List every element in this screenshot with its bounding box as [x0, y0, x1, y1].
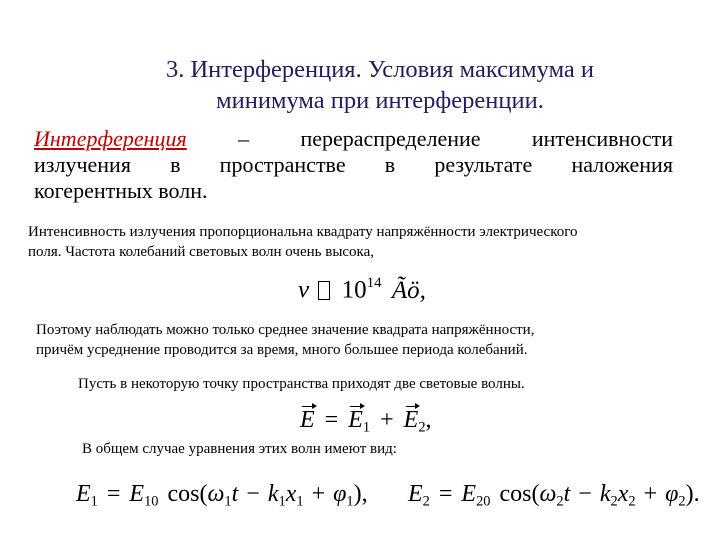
eq1-omega-sub: 1 — [224, 493, 232, 510]
frequency-unit: Ãö, — [391, 276, 426, 304]
eq2-t: t — [563, 481, 571, 507]
definition-line-1 — [34, 126, 673, 152]
eq2-k: k — [599, 481, 611, 507]
eq1-phi-sub: 1 — [346, 493, 354, 510]
wave-equation-2 — [408, 482, 700, 509]
eq1-k-sub: 1 — [278, 493, 286, 510]
eq1-amplitude-sub: 10 — [144, 493, 159, 510]
eq1-omega: ω — [207, 481, 225, 507]
vector-e-total: E — [300, 407, 315, 433]
equals-sign: = — [324, 407, 339, 433]
eq2-amplitude: E — [461, 481, 477, 507]
definition-term: Интерференция — [34, 126, 187, 151]
eq2-e: E — [408, 481, 423, 507]
eq1-plus: + — [311, 481, 326, 507]
eq2-minus: − — [578, 481, 592, 507]
eq2-equals: = — [438, 481, 453, 507]
eq2-phi: φ — [665, 481, 679, 507]
eq1-x-sub: 1 — [296, 493, 304, 510]
definition-word: перераспределение — [300, 126, 481, 151]
definition-word: в — [384, 152, 396, 177]
intensity-line-1 — [28, 222, 685, 242]
definition-word: результате — [434, 152, 533, 177]
definition-word: в — [170, 152, 181, 177]
definition-word: излучения — [34, 152, 131, 177]
eq2-x-sub: 2 — [628, 493, 636, 510]
superposition-equation — [300, 408, 432, 435]
average-line-1: Поэтому наблюдать можно только среднее значение квадрата напряжённости, — [36, 322, 535, 338]
average-paragraph — [36, 320, 676, 360]
intensity-paragraph — [28, 222, 685, 262]
definition-line-3: когерентных волн. — [34, 178, 208, 203]
eq1-phi: φ — [333, 481, 347, 507]
eq2-close: ). — [685, 481, 700, 507]
definition-word: наложения — [571, 152, 673, 177]
power-base: 10 — [341, 276, 367, 304]
wave-equation-1 — [76, 482, 368, 509]
eq2-phi-sub: 2 — [678, 493, 686, 510]
approx-symbol-box — [318, 281, 330, 300]
intensity-line-2: поля. Частота колебаний световых волн очень высока, — [28, 244, 375, 260]
eq1-close: ), — [353, 481, 368, 507]
two-waves-sentence: Пусть в некоторую точку пространства приходят две световые волны. — [78, 376, 525, 392]
eq2-e-sub: 2 — [422, 493, 430, 510]
vector-e-2-subscript: 2 — [418, 419, 426, 436]
eq1-e-sub: 1 — [90, 493, 98, 510]
slide-title — [120, 54, 640, 116]
definition-word: – — [238, 126, 250, 151]
slide-title-line-2: минимума при интерференции. — [216, 87, 544, 114]
eq1-cos: cos( — [167, 481, 208, 507]
intensity-line-1-text: Интенсивность излучения пропорциональна квадрату напряжённости электрического — [28, 224, 578, 240]
definition-word: интенсивности — [531, 126, 673, 151]
slide-title-line-1: 3. Интерференция. Условия максимума и — [165, 56, 595, 83]
definition-line-2 — [34, 152, 673, 178]
eq2-cos: cos( — [499, 481, 540, 507]
eq1-equals: = — [106, 481, 121, 507]
average-line-2: причём усреднение проводится за время, много большее периода колебаний. — [36, 342, 528, 358]
nu-symbol: ν — [298, 276, 310, 304]
frequency-equation — [298, 276, 426, 303]
eq2-k-sub: 2 — [610, 493, 618, 510]
eq2-omega: ω — [539, 481, 557, 507]
general-case-sentence: В общем случае уравнения этих волн имеют вид: — [82, 441, 397, 457]
eq2-amplitude-sub: 20 — [476, 493, 491, 510]
definition-paragraph — [34, 126, 673, 204]
eq2-x: x — [617, 481, 629, 507]
definition-word: пространстве — [219, 152, 346, 177]
power-exponent: 14 — [366, 275, 382, 291]
eq1-k: k — [267, 481, 279, 507]
plus-sign: + — [380, 407, 394, 433]
vector-e-2: E — [403, 407, 419, 433]
eq1-x: x — [285, 481, 297, 507]
eq2-omega-sub: 2 — [556, 493, 564, 510]
eq1-t: t — [231, 481, 239, 507]
eq2-plus: + — [643, 481, 658, 507]
eq1-e: E — [76, 481, 91, 507]
comma: , — [425, 407, 432, 433]
eq1-minus: − — [246, 481, 260, 507]
vector-e-1-subscript: 1 — [362, 419, 371, 436]
vector-e-1: E — [348, 407, 363, 433]
eq1-amplitude: E — [129, 481, 145, 507]
